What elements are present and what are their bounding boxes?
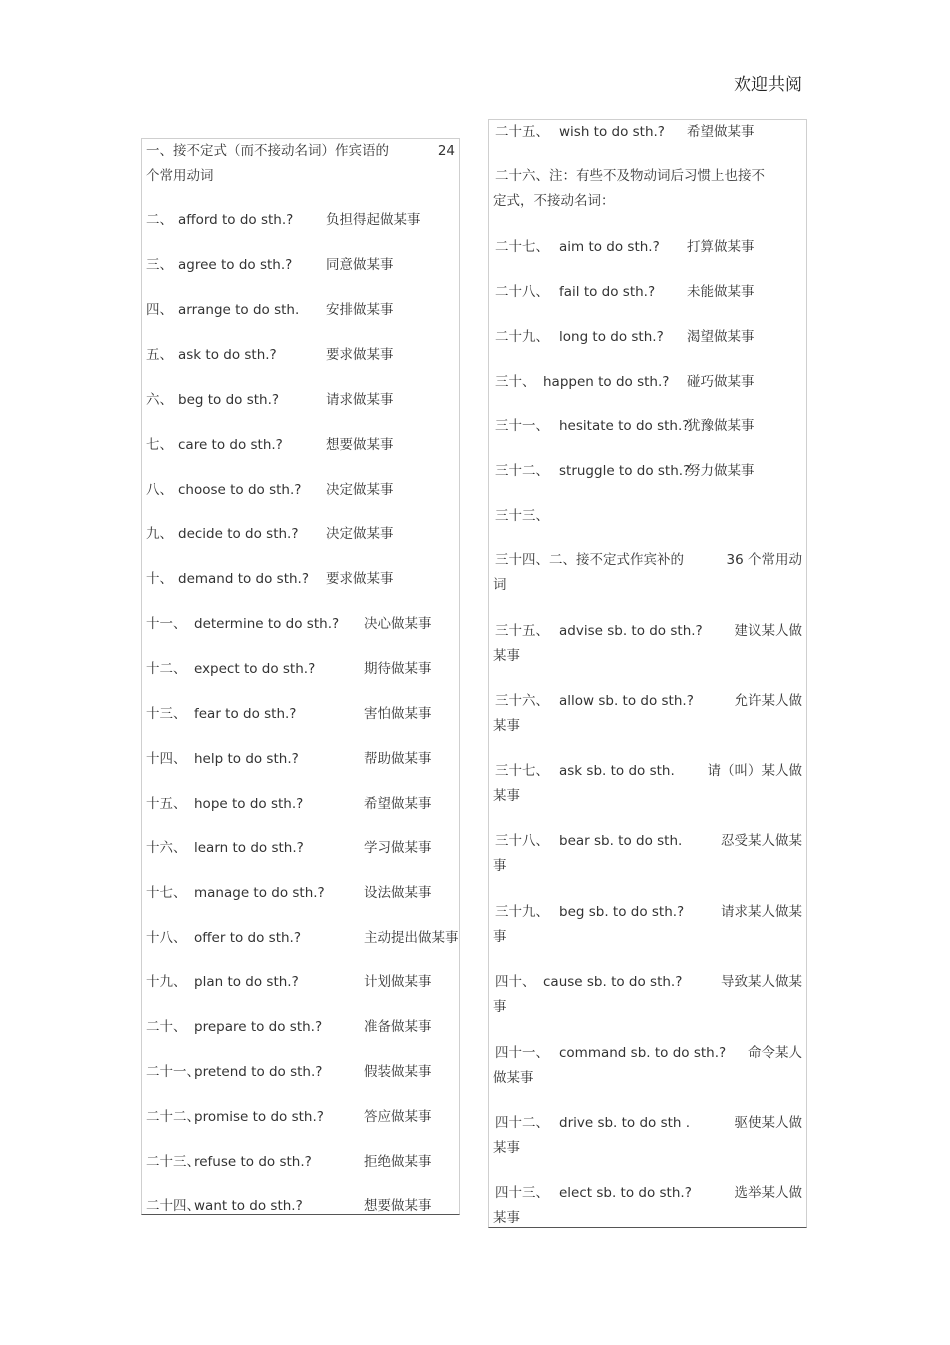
entry-chinese: 请求做某事 — [326, 392, 394, 408]
list-item — [146, 1015, 455, 1040]
list-item — [146, 343, 455, 368]
list-item — [146, 836, 455, 861]
entry-number: 三十九、 — [495, 904, 549, 920]
entry-chinese: 期待做某事 — [364, 661, 432, 677]
entry-english: hope to do sth.? — [194, 796, 304, 812]
entry-english: determine to do sth.? — [194, 616, 340, 632]
list-item — [146, 567, 455, 592]
list-item — [493, 459, 802, 484]
entry-chinese: 犹豫做某事 — [687, 418, 755, 434]
entry-number: 三十六、 — [495, 693, 549, 709]
entry-continuation: 定式，不接动名词： — [493, 193, 615, 209]
entry-number: 七、 — [146, 437, 173, 453]
entry-continuation: 某事 — [493, 718, 520, 734]
entry-chinese: 准备做某事 — [364, 1019, 432, 1035]
entry-number: 二十七、 — [495, 239, 549, 255]
entry-english: advise sb. to do sth.? — [559, 623, 703, 639]
list-item — [493, 414, 802, 439]
entry-number: 四十二、 — [495, 1115, 549, 1131]
entry-english: drive sb. to do sth . — [559, 1115, 691, 1131]
entry-english: demand to do sth.? — [178, 571, 310, 587]
list-item — [146, 702, 455, 727]
entry-number: 十三、 — [146, 706, 187, 722]
entry-english: ask sb. to do sth. — [559, 763, 675, 779]
entry-english: expect to do sth.? — [194, 661, 316, 677]
entry-english: pretend to do sth.? — [194, 1064, 323, 1080]
entry-english: elect sb. to do sth.? — [559, 1185, 692, 1201]
list-item — [146, 1060, 455, 1085]
entry-english: cause sb. to do sth.? — [543, 974, 683, 990]
entry-english: command sb. to do sth.? — [559, 1045, 727, 1061]
entry-chinese: 24 — [437, 143, 455, 159]
entry-chinese: 答应做某事 — [364, 1109, 432, 1125]
entry-english: prepare to do sth.? — [194, 1019, 323, 1035]
entry-continuation: 词 — [493, 577, 507, 593]
entry-number: 三十五、 — [495, 623, 549, 639]
list-item — [493, 689, 802, 739]
entry-english: happen to do sth.? — [543, 374, 670, 390]
entry-number: 二十九、 — [495, 329, 549, 345]
list-item — [493, 164, 802, 214]
entry-chinese: 计划做某事 — [364, 974, 432, 990]
entry-chinese: 害怕做某事 — [364, 706, 432, 722]
list-item — [493, 1181, 802, 1231]
list-item — [146, 433, 455, 458]
list-item — [146, 792, 455, 817]
entry-chinese: 同意做某事 — [326, 257, 394, 273]
entry-chinese: 命令某人 — [748, 1045, 802, 1061]
entry-chinese: 未能做某事 — [687, 284, 755, 300]
entry-english: decide to do sth.? — [178, 526, 299, 542]
list-item — [146, 139, 455, 189]
entry-number: 二十二、 — [146, 1109, 200, 1125]
entry-chinese: 安排做某事 — [326, 302, 394, 318]
entry-number: 五、 — [146, 347, 173, 363]
entry-english: wish to do sth.? — [559, 124, 665, 140]
entry-continuation: 事 — [493, 858, 507, 874]
entry-english: offer to do sth.? — [194, 930, 302, 946]
entry-number: 八、 — [146, 482, 173, 498]
entry-chinese: 渴望做某事 — [687, 329, 755, 345]
entry-chinese: 假装做某事 — [364, 1064, 432, 1080]
list-item — [146, 298, 455, 323]
entry-number: 十四、 — [146, 751, 187, 767]
entry-number: 九、 — [146, 526, 173, 542]
entry-number: 十九、 — [146, 974, 187, 990]
entry-number: 十五、 — [146, 796, 187, 812]
entry-english: bear sb. to do sth. — [559, 833, 683, 849]
entry-continuation: 个常用动词 — [146, 168, 214, 184]
entry-number: 二十一、 — [146, 1064, 200, 1080]
entry-chinese: 想要做某事 — [364, 1198, 432, 1214]
list-item — [146, 881, 455, 906]
entry-chinese: 碰巧做某事 — [687, 374, 755, 390]
entry-english: learn to do sth.? — [194, 840, 304, 856]
left-column — [141, 138, 460, 1215]
entry-continuation: 某事 — [493, 1210, 520, 1226]
entry-chinese: 主动提出做某事 — [364, 930, 459, 946]
entry-number: 三、 — [146, 257, 173, 273]
entry-english: struggle to do sth.? — [559, 463, 691, 479]
entry-number: 二十三、 — [146, 1154, 200, 1170]
entry-chinese: 36 个常用动 — [726, 552, 802, 568]
entry-number: 三十一、 — [495, 418, 549, 434]
entry-english: plan to do sth.? — [194, 974, 299, 990]
entry-english: beg to do sth.? — [178, 392, 280, 408]
entry-chinese: 学习做某事 — [364, 840, 432, 856]
list-item — [146, 208, 455, 233]
list-item — [146, 478, 455, 503]
entry-chinese: 选举某人做 — [734, 1185, 802, 1201]
entry-chinese: 忍受某人做某 — [721, 833, 802, 849]
entry-number: 十六、 — [146, 840, 187, 856]
list-item — [493, 548, 802, 598]
entry-number: 十七、 — [146, 885, 187, 901]
entry-english: beg sb. to do sth.? — [559, 904, 685, 920]
entry-number: 十一、 — [146, 616, 187, 632]
entry-number: 三十二、 — [495, 463, 549, 479]
entry-chinese: 想要做某事 — [326, 437, 394, 453]
list-item — [146, 1105, 455, 1130]
entry-english: hesitate to do sth.? — [559, 418, 690, 434]
entry-number: 四十一、 — [495, 1045, 549, 1061]
entry-continuation: 事 — [493, 999, 507, 1015]
right-column — [488, 119, 807, 1228]
list-item — [493, 504, 802, 529]
list-item — [146, 970, 455, 995]
entry-number: 十八、 — [146, 930, 187, 946]
entry-chinese: 决定做某事 — [326, 526, 394, 542]
entry-number: 十二、 — [146, 661, 187, 677]
list-item — [493, 759, 802, 809]
entry-english: aim to do sth.? — [559, 239, 660, 255]
entry-number: 四、 — [146, 302, 173, 318]
entry-english: care to do sth.? — [178, 437, 283, 453]
entry-chinese: 拒绝做某事 — [364, 1154, 432, 1170]
list-item — [146, 522, 455, 547]
entry-continuation: 某事 — [493, 648, 520, 664]
entry-chinese: 建议某人做 — [734, 623, 802, 639]
list-item — [146, 388, 455, 413]
entry-number: 三十、 — [495, 374, 536, 390]
list-item — [146, 1194, 455, 1219]
entry-english: manage to do sth.? — [194, 885, 325, 901]
entry-chinese: 请（叫）某人做 — [707, 763, 802, 779]
list-item — [146, 612, 455, 637]
entry-english: agree to do sth.? — [178, 257, 293, 273]
entry-english: ask to do sth.? — [178, 347, 277, 363]
list-item — [493, 235, 802, 260]
entry-number: 二十、 — [146, 1019, 187, 1035]
list-item — [146, 747, 455, 772]
entry-english: fail to do sth.? — [559, 284, 656, 300]
entry-number: 二十八、 — [495, 284, 549, 300]
entry-number: 四十三、 — [495, 1185, 549, 1201]
entry-english: want to do sth.? — [194, 1198, 303, 1214]
list-item — [493, 1111, 802, 1161]
list-item — [493, 120, 802, 145]
entry-number: 四十、 — [495, 974, 536, 990]
entry-number: 三十七、 — [495, 763, 549, 779]
entry-number: 六、 — [146, 392, 173, 408]
entry-chinese: 希望做某事 — [687, 124, 755, 140]
entry-chinese: 努力做某事 — [687, 463, 755, 479]
entry-chinese: 允许某人做 — [734, 693, 802, 709]
entry-number: 二十五、 — [495, 124, 549, 140]
entry-chinese: 导致某人做某 — [721, 974, 802, 990]
entry-english: long to do sth.? — [559, 329, 664, 345]
entry-chinese: 要求做某事 — [326, 347, 394, 363]
entry-chinese: 请求某人做某 — [721, 904, 802, 920]
list-item — [146, 1150, 455, 1175]
entry-continuation: 事 — [493, 929, 507, 945]
entry-continuation: 做某事 — [493, 1070, 534, 1086]
entry-english: arrange to do sth. — [178, 302, 300, 318]
entry-chinese: 决定做某事 — [326, 482, 394, 498]
entry-english: refuse to do sth.? — [194, 1154, 312, 1170]
entry-english: promise to do sth.? — [194, 1109, 324, 1125]
entry-chinese: 打算做某事 — [687, 239, 755, 255]
entry-chinese: 希望做某事 — [364, 796, 432, 812]
entry-english: allow sb. to do sth.? — [559, 693, 694, 709]
entry-number: 三十三、 — [495, 508, 549, 524]
list-item — [493, 280, 802, 305]
entry-english: help to do sth.? — [194, 751, 299, 767]
entry-chinese: 设法做某事 — [364, 885, 432, 901]
page-header-title: 欢迎共阅 — [734, 75, 802, 95]
entry-number: 三十八、 — [495, 833, 549, 849]
list-item — [493, 829, 802, 879]
list-item — [493, 900, 802, 950]
entry-continuation: 某事 — [493, 788, 520, 804]
entry-number: 十、 — [146, 571, 173, 587]
entry-number: 二、 — [146, 212, 173, 228]
entry-number: 二十四、 — [146, 1198, 200, 1214]
list-item — [493, 1041, 802, 1091]
entry-chinese: 要求做某事 — [326, 571, 394, 587]
list-item — [493, 325, 802, 350]
entry-number: 一、接不定式（而不接动名词）作宾语的 — [146, 143, 389, 159]
list-item — [146, 253, 455, 278]
entry-number: 三十四、二、接不定式作宾补的 — [495, 552, 684, 568]
entry-english: choose to do sth.? — [178, 482, 302, 498]
entry-continuation: 某事 — [493, 1140, 520, 1156]
list-item — [146, 926, 459, 951]
list-item — [493, 370, 802, 395]
entry-chinese: 负担得起做某事 — [326, 212, 421, 228]
entry-chinese: 帮助做某事 — [364, 751, 432, 767]
entry-number: 二十六、注：有些不及物动词后习惯上也接不 — [495, 168, 765, 184]
entry-english: fear to do sth.? — [194, 706, 297, 722]
entry-english: afford to do sth.? — [178, 212, 294, 228]
list-item — [146, 657, 455, 682]
list-item — [493, 619, 802, 669]
entry-chinese: 决心做某事 — [364, 616, 432, 632]
list-item — [493, 970, 802, 1020]
entry-chinese: 驱使某人做 — [734, 1115, 802, 1131]
